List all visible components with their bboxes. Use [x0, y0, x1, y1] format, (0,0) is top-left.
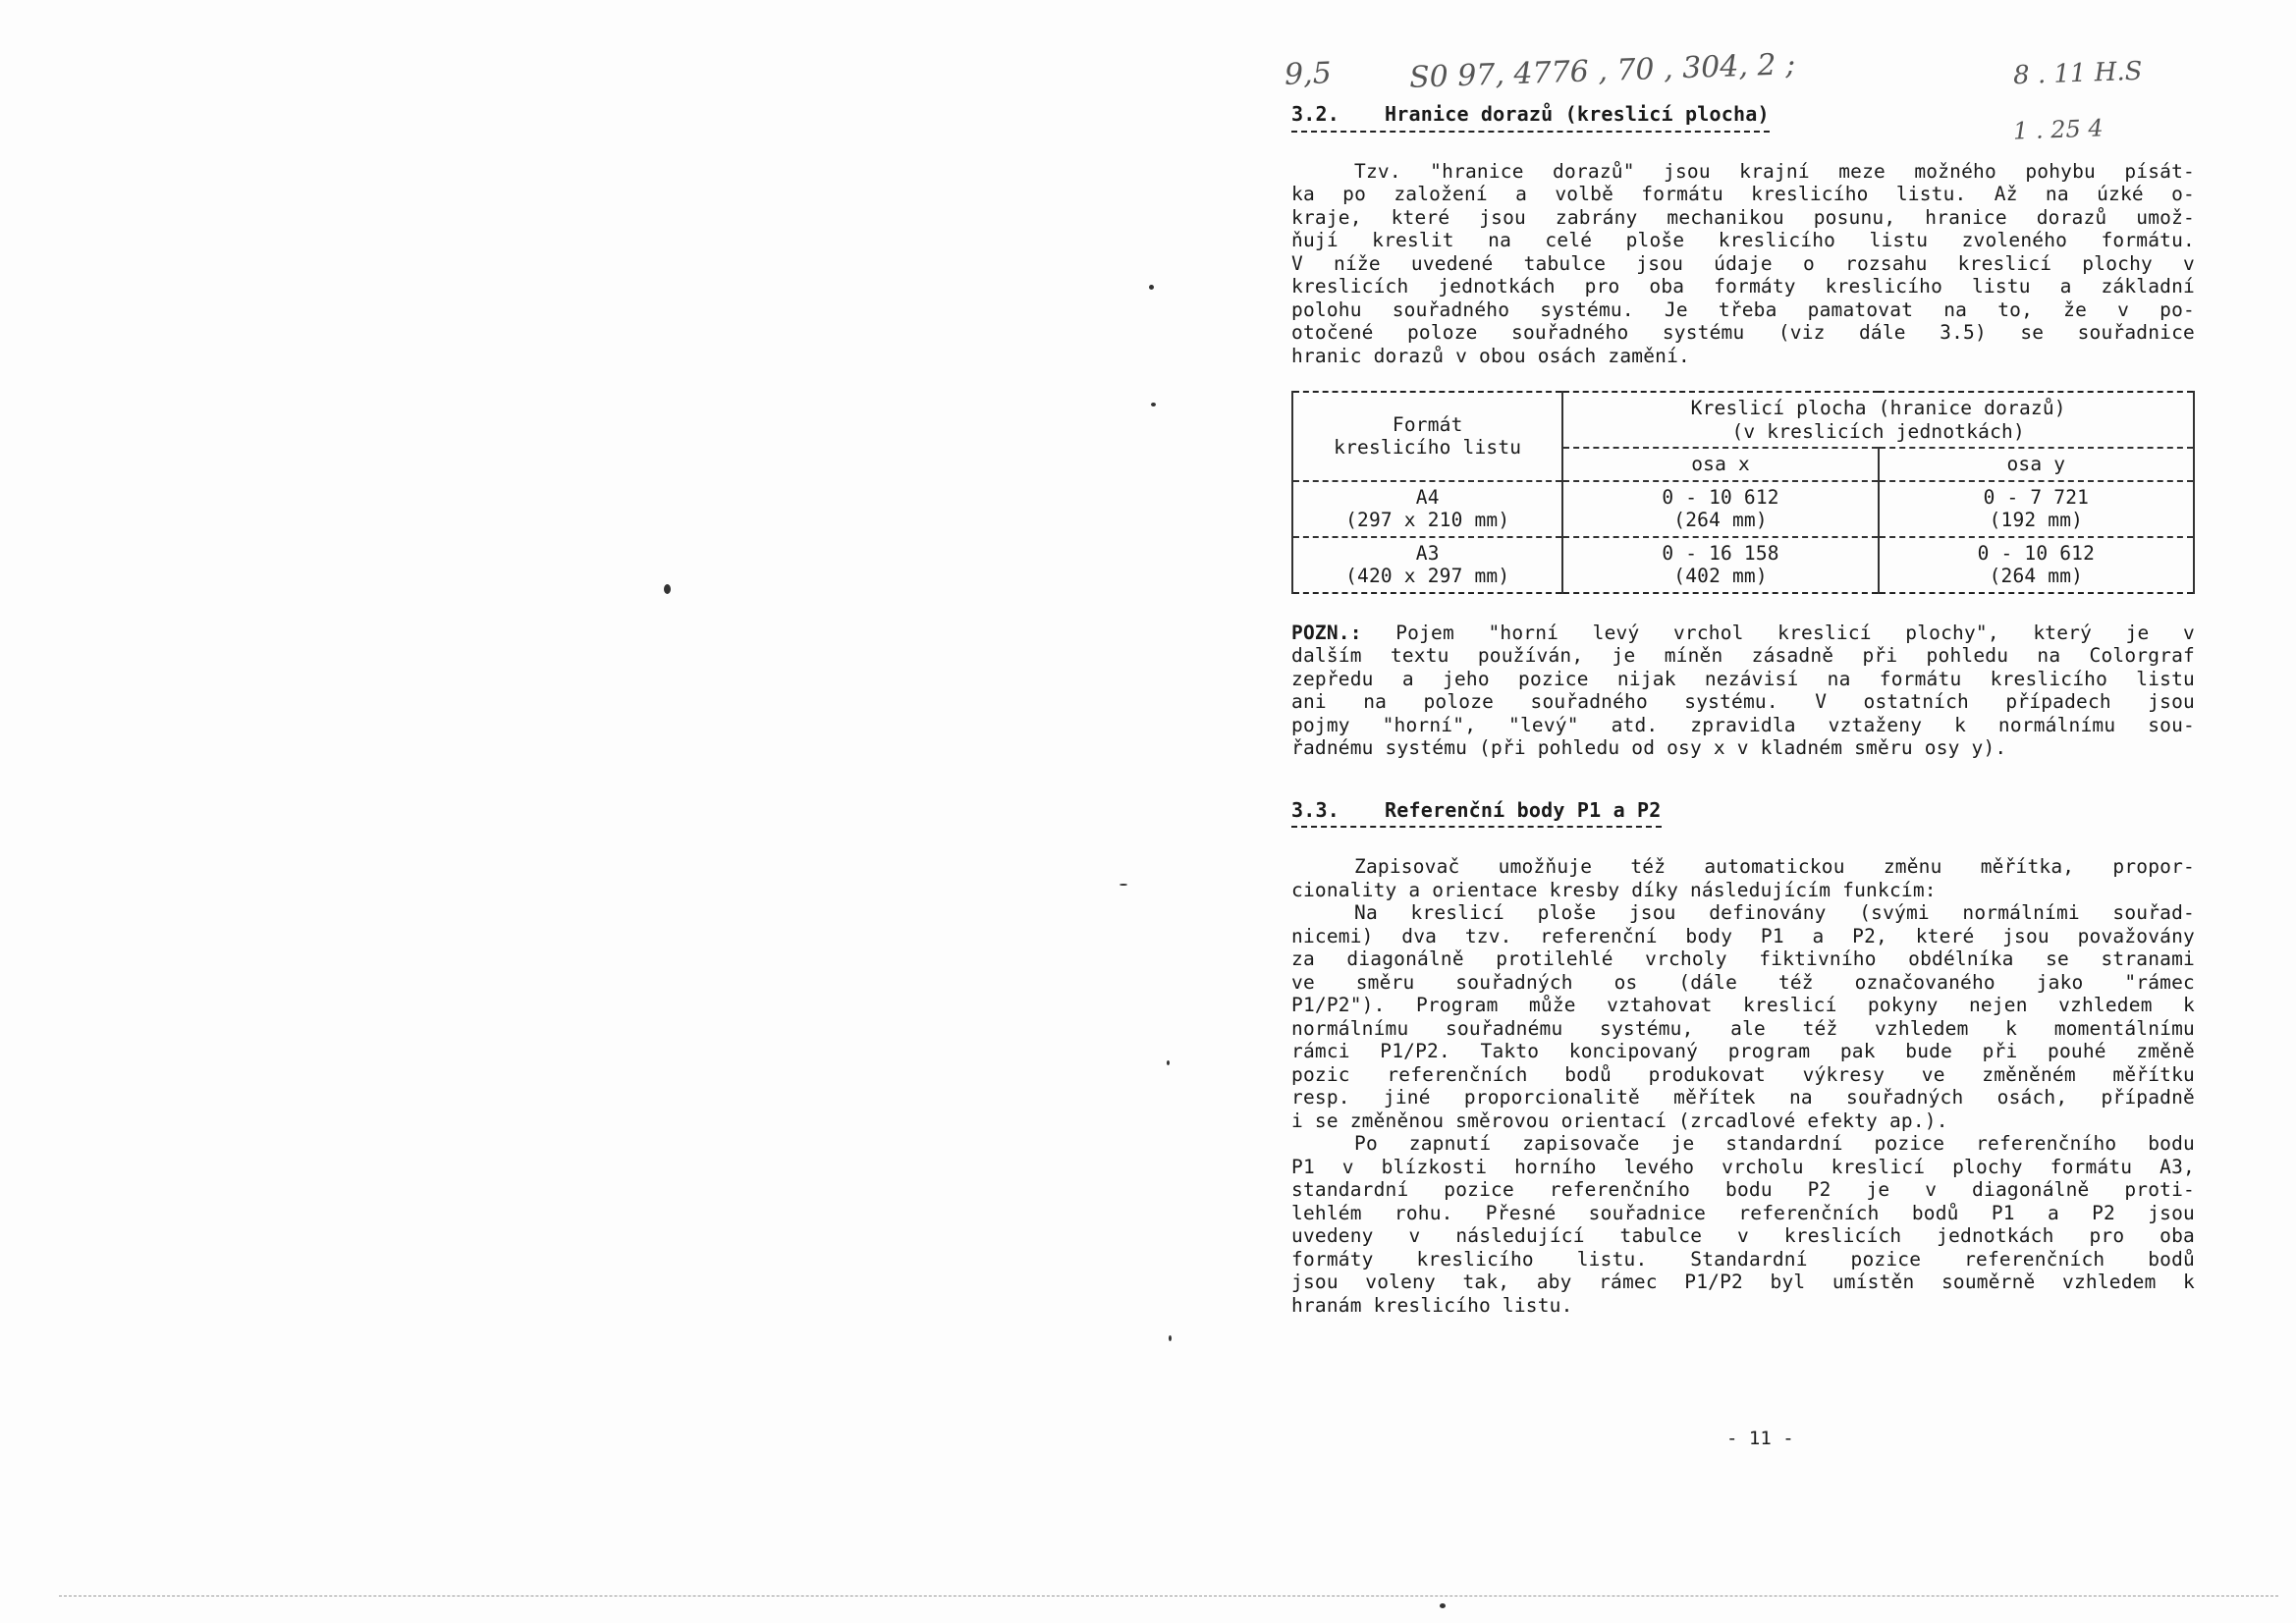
page-number: - 11 -	[1726, 1428, 1794, 1449]
paragraph-line: cionality a orientace kresby díky následujícím funkcím:	[1291, 878, 1937, 901]
paragraph-line: kreslicích jednotkách pro oba formáty kreslicího listu a základní	[1291, 275, 2195, 298]
paragraph-line: ve směru souřadných os (dále též označovaného jako "rámec	[1291, 970, 2195, 994]
table-cell-y	[1879, 537, 2194, 593]
scan-speck	[1149, 285, 1154, 290]
table-cell-x	[1562, 537, 1878, 593]
scan-speck	[1169, 1335, 1172, 1341]
table-header-format-line2: kreslicího listu	[1334, 436, 1522, 460]
y-mm: (264 mm)	[1989, 565, 2084, 587]
section-number: 3.2.	[1291, 102, 1339, 126]
paragraph-line: formáty kreslicího listu. Standardní pozice referenčních bodů	[1291, 1247, 2195, 1271]
paragraph-line: ka po založení a volbě formátu kreslicího listu. Až na úzké o-	[1291, 183, 2195, 205]
y-range: 0 - 7 721	[1983, 485, 2090, 509]
format-size: (420 x 297 mm)	[1345, 565, 1510, 587]
note-line-first	[1291, 622, 2195, 645]
drawing-area-table	[1291, 391, 2195, 594]
paragraph-line: za diagonálně protilehlé vrcholy fiktivního obdélníka se stranami	[1291, 947, 2195, 970]
paragraph-line: Tzv. "hranice dorazů" jsou krajní meze možného pohybu písát-	[1354, 159, 2195, 183]
section-heading-3-2	[1291, 103, 1770, 133]
x-mm: (264 mm)	[1673, 509, 1768, 531]
section-number: 3.3.	[1291, 797, 1339, 822]
table-header-row	[1292, 392, 2194, 448]
paragraph-line: V níže uvedené tabulce jsou údaje o rozsahu kreslicí plochy v	[1291, 251, 2195, 275]
paragraph-line: jsou voleny tak, aby rámec P1/P2 byl umístěn souměrně vzhledem k	[1291, 1271, 2195, 1293]
section-heading-3-3	[1291, 799, 1662, 829]
paragraph-line: standardní pozice referenčního bodu P2 je v diagonálně proti-	[1291, 1178, 2195, 1201]
handwritten-note-top-right: 8 . 11 H.S	[2012, 56, 2143, 91]
table-header-area-line1: Kreslicí plocha (hranice dorazů)	[1690, 397, 2066, 419]
paragraph-line: pojmy "horní", "levý" atd. zpravidla vztaženy k normálnímu sou-	[1291, 713, 2195, 736]
format-name: A3	[1415, 541, 1440, 565]
format-name: A4	[1415, 485, 1440, 509]
table-cell-y	[1879, 481, 2194, 537]
x-range: 0 - 16 158	[1662, 541, 1779, 565]
paragraph-line: Zapisovač umožňuje též automatickou změnu měřítka, propor-	[1354, 855, 2195, 878]
handwritten-note-top-right-small: 1 . 25 4	[2012, 114, 2105, 145]
paragraph-line: nicemi) dva tzv. referenční body P1 a P2, které jsou považovány	[1291, 924, 2195, 947]
table-cell-format	[1292, 481, 1562, 537]
paragraph-line: i se změněnou směrovou orientací (zrcadlové efekty ap.).	[1291, 1109, 1948, 1132]
section-3-3-paragraph-1	[1291, 855, 2195, 901]
table-header-area	[1562, 392, 2194, 448]
paragraph-line: ňují kreslit na celé ploše kreslicího listu zvoleného formátu.	[1291, 229, 2195, 251]
paragraph-line: Po zapnutí zapisovače je standardní pozice referenčního bodu	[1354, 1132, 2195, 1155]
paragraph-line: polohu souřadného systému. Je třeba pamatovat na to, že v po-	[1291, 298, 2195, 321]
handwritten-note-top-left: 9,5	[1284, 56, 1333, 92]
note-paragraph	[1291, 622, 2195, 760]
paragraph-line: dalším textu používán, je míněn zásadně při pohledu na Colorgraf	[1291, 644, 2195, 667]
scan-speck	[1167, 1060, 1170, 1065]
table-row	[1292, 481, 2194, 537]
section-3-3-paragraph-2	[1291, 901, 2195, 1132]
paragraph-line: kraje, které jsou zabrány mechanikou posunu, hranice dorazů umož-	[1291, 205, 2195, 229]
table-row	[1292, 537, 2194, 593]
table-header-area-line2: (v kreslicích jednotkách)	[1731, 419, 2025, 443]
document-page	[1291, 103, 2195, 1317]
scan-speck	[664, 584, 671, 594]
paragraph-line: zepředu a jeho pozice nijak nezávisí na formátu kreslicího listu	[1291, 667, 2195, 690]
paragraph-line: P1/P2"). Program může vztahovat kreslicí pokyny nejen vzhledem k	[1291, 994, 2195, 1016]
scan-speck	[1120, 884, 1127, 886]
paragraph-line: normálnímu souřadnému systému, ale též vzhledem k momentálnímu	[1291, 1016, 2195, 1040]
paragraph-line: pozic referenčních bodů produkovat výkresy ve změněném měřítku	[1291, 1062, 2195, 1086]
section-3-2-paragraph	[1291, 160, 2195, 368]
paragraph-line: Pojem "horní levý vrchol kreslicí plochy", který je v	[1395, 621, 2195, 644]
table-cell-format	[1292, 537, 1562, 593]
x-mm: (402 mm)	[1673, 565, 1768, 587]
table-header-axis-x: osa x	[1562, 448, 1878, 481]
y-range: 0 - 10 612	[1977, 541, 2096, 565]
paragraph-line: otočené poloze souřadného systému (viz dále 3.5) se souřadnice	[1291, 321, 2195, 344]
table-cell-x	[1562, 481, 1878, 537]
paragraph-line: rámci P1/P2. Takto koncipovaný program pak bude při pouhé změně	[1291, 1040, 2195, 1062]
format-size: (297 x 210 mm)	[1345, 509, 1510, 531]
paragraph-line: hranic dorazů v obou osách zamění.	[1291, 344, 1690, 367]
paragraph-line: lehlém rohu. Přesné souřadnice referenčních bodů P1 a P2 jsou	[1291, 1201, 2195, 1224]
x-range: 0 - 10 612	[1662, 485, 1779, 509]
paragraph-line: uvedeny v následující tabulce v kreslicích jednotkách pro oba	[1291, 1224, 2195, 1247]
section-title: Referenční body P1 a P2	[1385, 797, 1662, 822]
paragraph-line: P1 v blízkosti horního levého vrcholu kreslicí plochy formátu A3,	[1291, 1155, 2195, 1178]
section-title: Hranice dorazů (kreslicí plocha)	[1385, 102, 1770, 126]
paragraph-line: resp. jiné proporcionalitě měřítek na souřadných osách, případně	[1291, 1086, 2195, 1109]
section-3-3-paragraph-3	[1291, 1132, 2195, 1317]
scan-speck	[1151, 403, 1156, 406]
paragraph-line: řadnému systému (při pohledu od osy x v kladném směru osy y).	[1291, 736, 2007, 759]
paragraph-line: ani na poloze souřadného systému. V ostatních případech jsou	[1291, 690, 2195, 713]
scan-speck	[1440, 1603, 1446, 1608]
table-header-format-line1: Formát	[1392, 412, 1463, 436]
table-header-format	[1292, 392, 1562, 481]
paragraph-line: hranám kreslicího listu.	[1291, 1293, 1573, 1317]
y-mm: (192 mm)	[1989, 509, 2084, 531]
table-header-axis-y: osa y	[1879, 448, 2194, 481]
paragraph-line: Na kreslicí ploše jsou definovány (svými normálními souřad-	[1354, 901, 2195, 924]
handwritten-note-top-center: S0 97, 4776 , 70 , 304, 2 ;	[1408, 47, 1796, 95]
note-label: POZN.:	[1291, 621, 1362, 644]
